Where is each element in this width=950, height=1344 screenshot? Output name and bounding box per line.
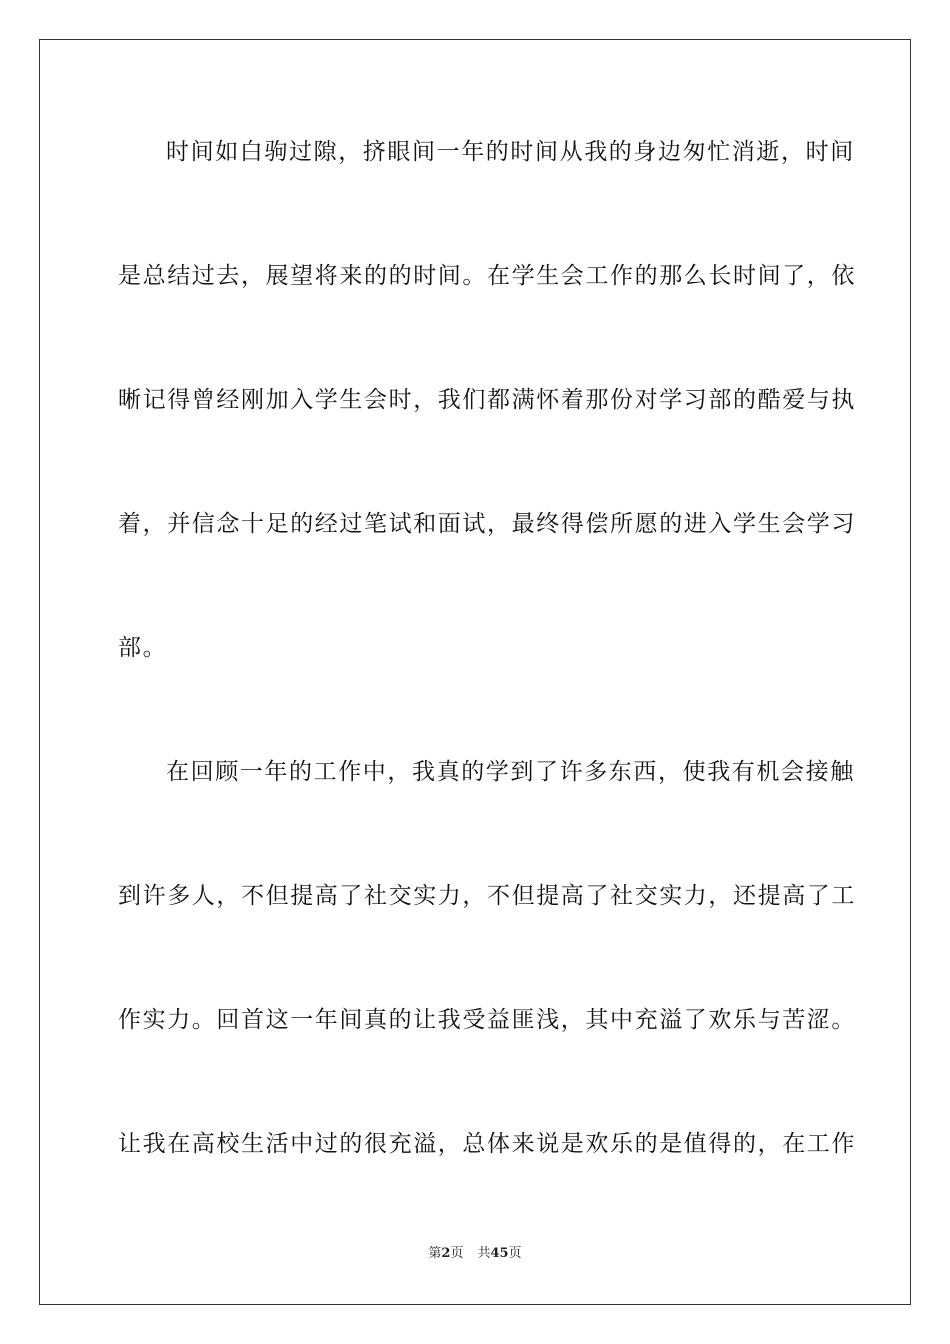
text-line: 作实力。回首这一年间真的让我受益匪浅，其中充溢了欢乐与苦涩。 <box>118 1007 856 1033</box>
text-line: 晰记得曾经刚加入学生会时，我们都满怀着那份对学习部的酷爱与执 <box>118 387 856 413</box>
page-suffix: 页 <box>450 1246 464 1261</box>
total-pages: 45 <box>490 1246 509 1261</box>
text-line: 时间如白驹过隙，挤眼间一年的时间从我的身边匆忙消逝，时间 <box>166 139 855 165</box>
total-prefix: 共 <box>477 1246 491 1261</box>
text-line: 部。 <box>118 635 168 661</box>
page-prefix: 第 <box>428 1246 442 1261</box>
text-line: 到许多人，不但提高了社交实力，不但提高了社交实力，还提高了工 <box>118 883 856 909</box>
total-suffix: 页 <box>508 1246 522 1261</box>
page-footer <box>0 1245 950 1263</box>
text-line: 着，并信念十足的经过笔试和面试，最终得偿所愿的进入学生会学习 <box>118 511 856 537</box>
page-number: 2 <box>441 1246 451 1261</box>
page-border <box>39 39 911 1305</box>
text-line: 让我在高校生活中过的很充溢，总体来说是欢乐的是值得的，在工作 <box>118 1131 856 1157</box>
text-line: 在回顾一年的工作中，我真的学到了许多东西，使我有机会接触 <box>166 759 855 785</box>
text-line: 是总结过去，展望将来的的时间。在学生会工作的那么长时间了，依 <box>118 263 856 289</box>
